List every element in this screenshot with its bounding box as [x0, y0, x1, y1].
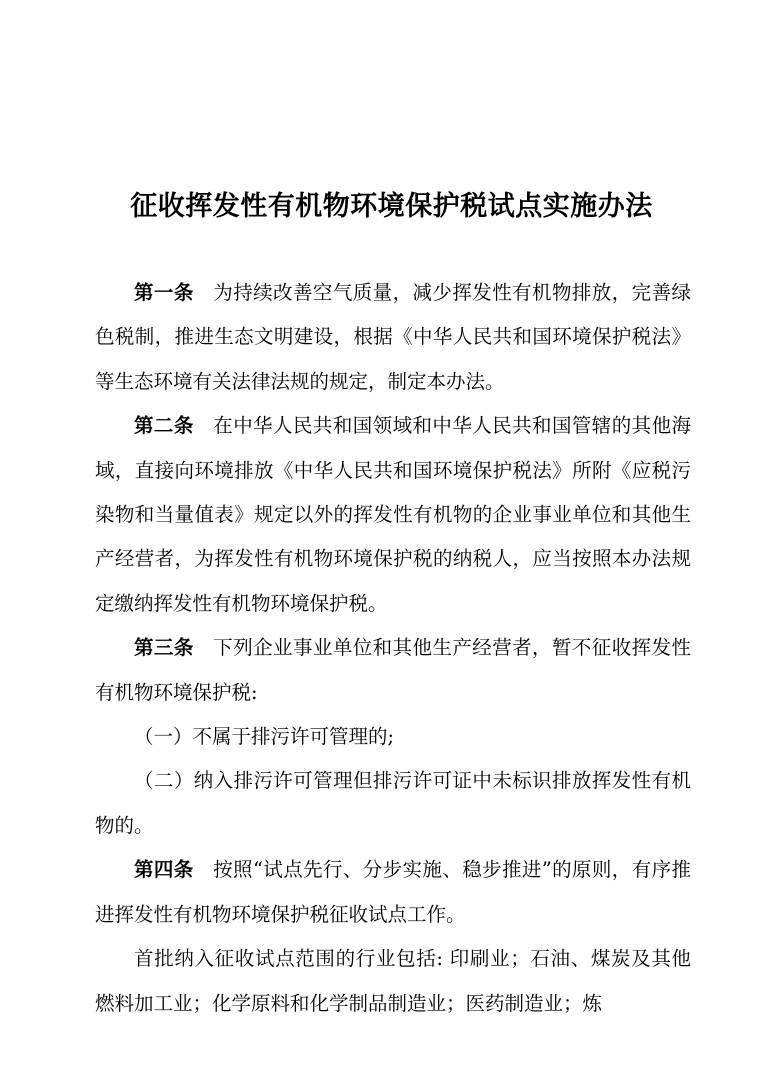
article-number: 第四条: [134, 858, 194, 882]
article-4-pilot-industries: 首批纳入征收试点范围的行业包括: 印刷业；石油、煤炭及其他燃料加工业；化学原料和化学制品制造业；医药制造业；炼: [95, 947, 691, 1015]
article-text: 为持续改善空气质量，减少挥发性有机物排放，完善绿色税制，推进生态文明建设，根据《中华人民共和国环境保护税法》等生态环境有关法律法规的规定，制定本办法。: [95, 281, 691, 393]
document-title: 征收挥发性有机物环境保护税试点实施办法: [130, 191, 653, 222]
article-3-item-2: （二）纳入排污许可管理但排污许可证中未标识排放挥发性有机物的。: [95, 769, 691, 837]
article-number: 第二条: [134, 414, 194, 438]
document-body: [95, 271, 691, 1026]
article-text: 在中华人民共和国领域和中华人民共和国管辖的其他海域，直接向环境排放《中华人民共和国环境保护税法》所附《应税污染物和当量值表》规定以外的挥发性有机物的企业事业单位和其他生产经营者，为挥发性有机物环境保护税的纳税人，应当按照本办法规定缴纳挥发性有机物环境保护税。: [95, 414, 691, 615]
article-2: [95, 404, 691, 626]
article-text: 下列企业事业单位和其他生产经营者，暂不征收挥发性有机物环境保护税:: [95, 636, 691, 704]
article-number: 第一条: [134, 281, 194, 304]
article-4: [95, 848, 691, 937]
article-3-item-1: （一）不属于排污许可管理的;: [134, 725, 395, 749]
article-3: [95, 626, 691, 715]
article-1: [95, 271, 691, 404]
article-number: 第三条: [134, 636, 194, 660]
article-text: 按照“试点先行、分步实施、稳步推进”的原则，有序推进挥发性有机物环境保护税征收试点工作。: [95, 858, 691, 926]
